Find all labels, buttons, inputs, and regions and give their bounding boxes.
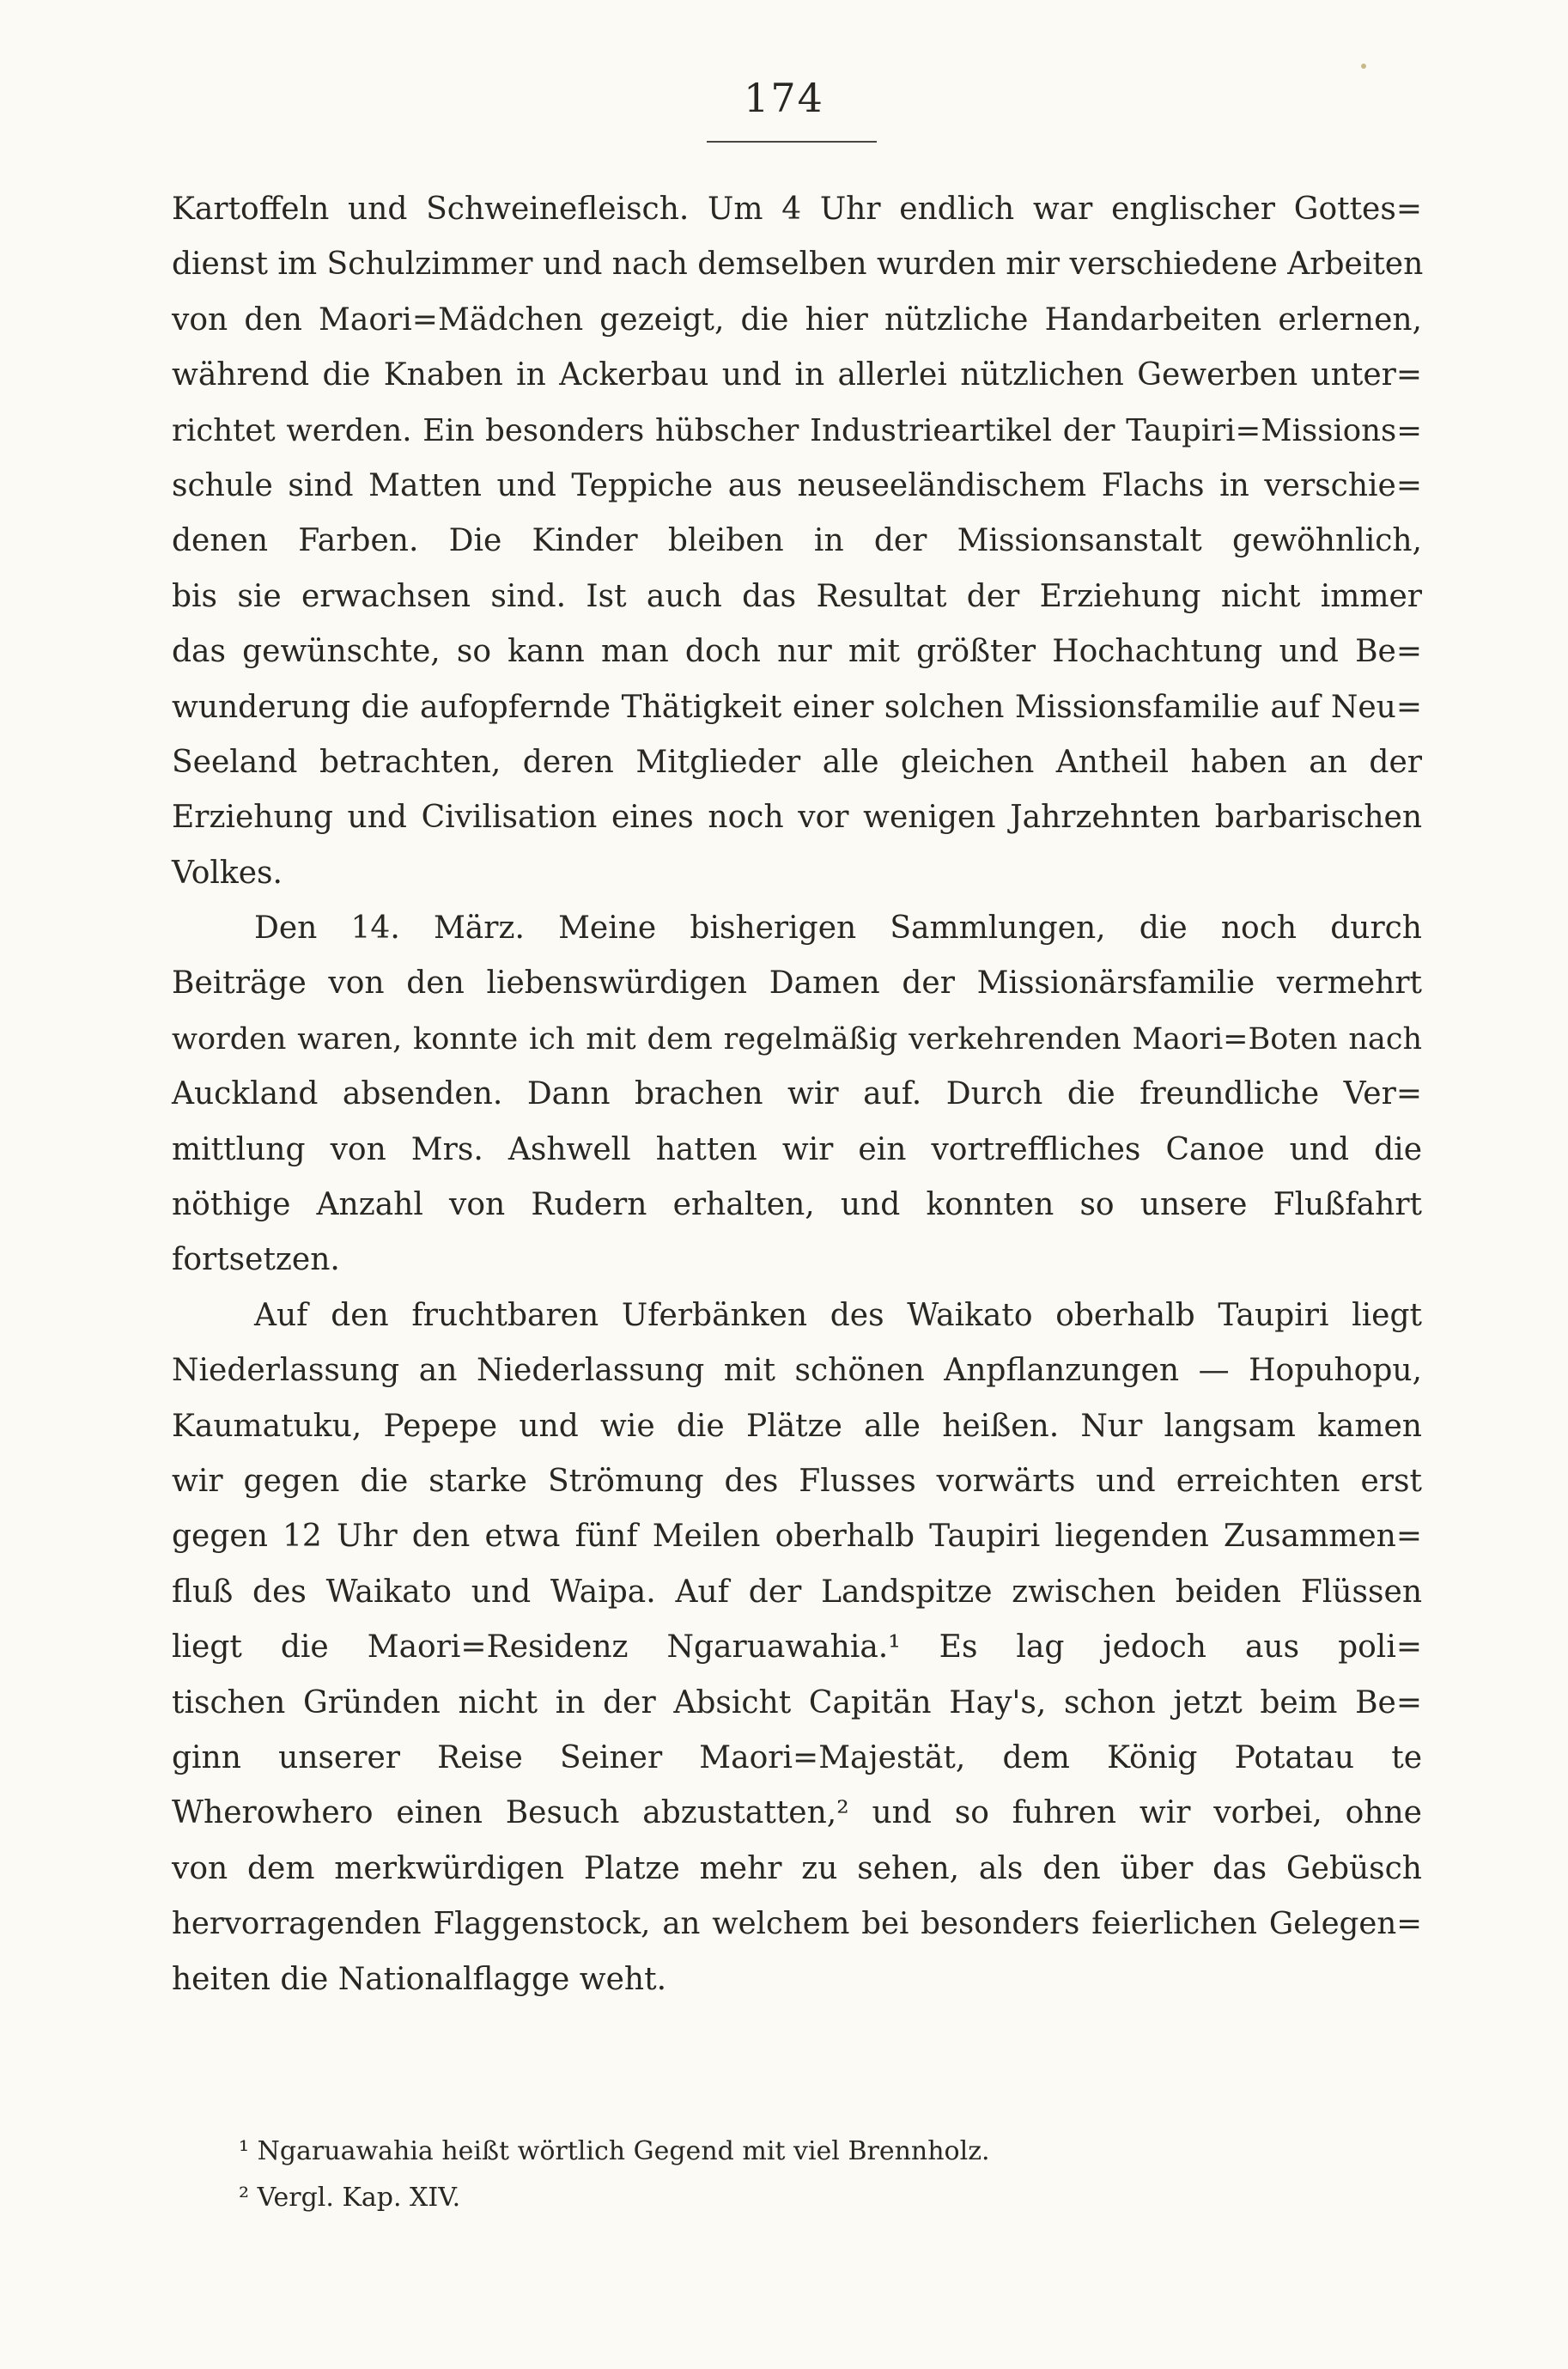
text-line: wir gegen die starke Strömung des Flusses vorwärts und erreichten erst [172,1463,1422,1499]
text-line: Beiträge von den liebenswürdigen Damen der Missionärsfamilie vermehrt [172,965,1422,1002]
text-line: Auf den fruchtbaren Uferbänken des Waikato oberhalb Taupiri liegt [254,1297,1422,1333]
text-line: Erziehung und Civilisation eines noch vor wenigen Jahrzehnten barbarischen [172,800,1422,836]
text-line: Seeland betrachten, deren Mitglieder alle gleichen Antheil haben an der [172,744,1422,780]
text-line: schule sind Matten und Teppiche aus neuseeländischem Flachs in verschie= [172,467,1422,503]
text-line: von dem merkwürdigen Platze mehr zu sehen, als den über das Gebüsch [172,1850,1422,1886]
text-line: Kaumatuku, Pepepe und wie die Plätze alle heißen. Nur langsam kamen [172,1408,1422,1444]
text-line: mittlung von Mrs. Ashwell hatten wir ein vortreffliches Canoe und die [172,1131,1422,1167]
text-line: tischen Gründen nicht in der Absicht Capitän Hay's, schon jetzt beim Be= [172,1684,1422,1720]
footnotes [239,2128,1355,2221]
text-line: Volkes. [172,855,283,891]
text-line: ginn unserer Reise Seiner Maori=Majestät, dem König Potatau te [172,1739,1422,1775]
body-text [172,182,1422,2007]
text-line: während die Knaben in Ackerbau und in allerlei nützlichen Gewerben unter= [172,357,1422,393]
text-line: Auckland absenden. Dann brachen wir auf. Durch die freundliche Ver= [172,1076,1422,1112]
text-line: Niederlassung an Niederlassung mit schönen Anpflanzungen — Hopuhopu, [172,1353,1422,1389]
text-line: denen Farben. Die Kinder bleiben in der Missionsanstalt gewöhnlich, [172,523,1422,559]
footnote: ² Vergl. Kap. XIV. [239,2183,461,2213]
text-line: Wherowhero einen Besuch abzustatten,² und so fuhren wir vorbei, ohne [172,1795,1422,1831]
text-line: wunderung die aufopfernde Thätigkeit einer solchen Missionsfamilie auf Neu= [172,689,1422,725]
footnote: ¹ Ngaruawahia heißt wörtlich Gegend mit viel Brennholz. [239,2136,990,2166]
text-line: worden waren, konnte ich mit dem regelmäßig verkehrenden Maori=Boten nach [172,1021,1422,1057]
header-rule [707,141,877,143]
paper-speck [1361,64,1366,69]
text-line: bis sie erwachsen sind. Ist auch das Resultat der Erziehung nicht immer [172,578,1422,614]
text-line: von den Maori=Mädchen gezeigt, die hier nützliche Handarbeiten erlernen, [172,301,1422,338]
text-line: fortsetzen. [172,1242,340,1278]
page-number: 174 [744,75,824,121]
text-line: dienst im Schulzimmer und nach demselben wurden mir verschiedene Arbeiten [172,247,1424,283]
text-line: gegen 12 Uhr den etwa fünf Meilen oberhalb Taupiri liegenden Zusammen= [172,1519,1422,1555]
text-line: liegt die Maori=Residenz Ngaruawahia.¹ Es lag jedoch aus poli= [172,1629,1422,1666]
text-line: heiten die Nationalflagge weht. [172,1961,667,1997]
text-line: Den 14. März. Meine bisherigen Sammlungen, die noch durch [254,910,1422,947]
text-line: hervorragenden Flaggenstock, an welchem bei besonders feierlichen Gelegen= [172,1906,1422,1942]
text-line: nöthige Anzahl von Rudern erhalten, und konnten so unsere Flußfahrt [172,1187,1422,1223]
text-line: fluß des Waikato und Waipa. Auf der Landspitze zwischen beiden Flüssen [172,1574,1422,1610]
text-line: das gewünschte, so kann man doch nur mit größter Hochachtung und Be= [172,634,1422,670]
text-line: richtet werden. Ein besonders hübscher Industrieartikel der Taupiri=Missions= [172,412,1422,448]
text-line: Kartoffeln und Schweinefleisch. Um 4 Uhr endlich war englischer Gottes= [172,192,1422,227]
